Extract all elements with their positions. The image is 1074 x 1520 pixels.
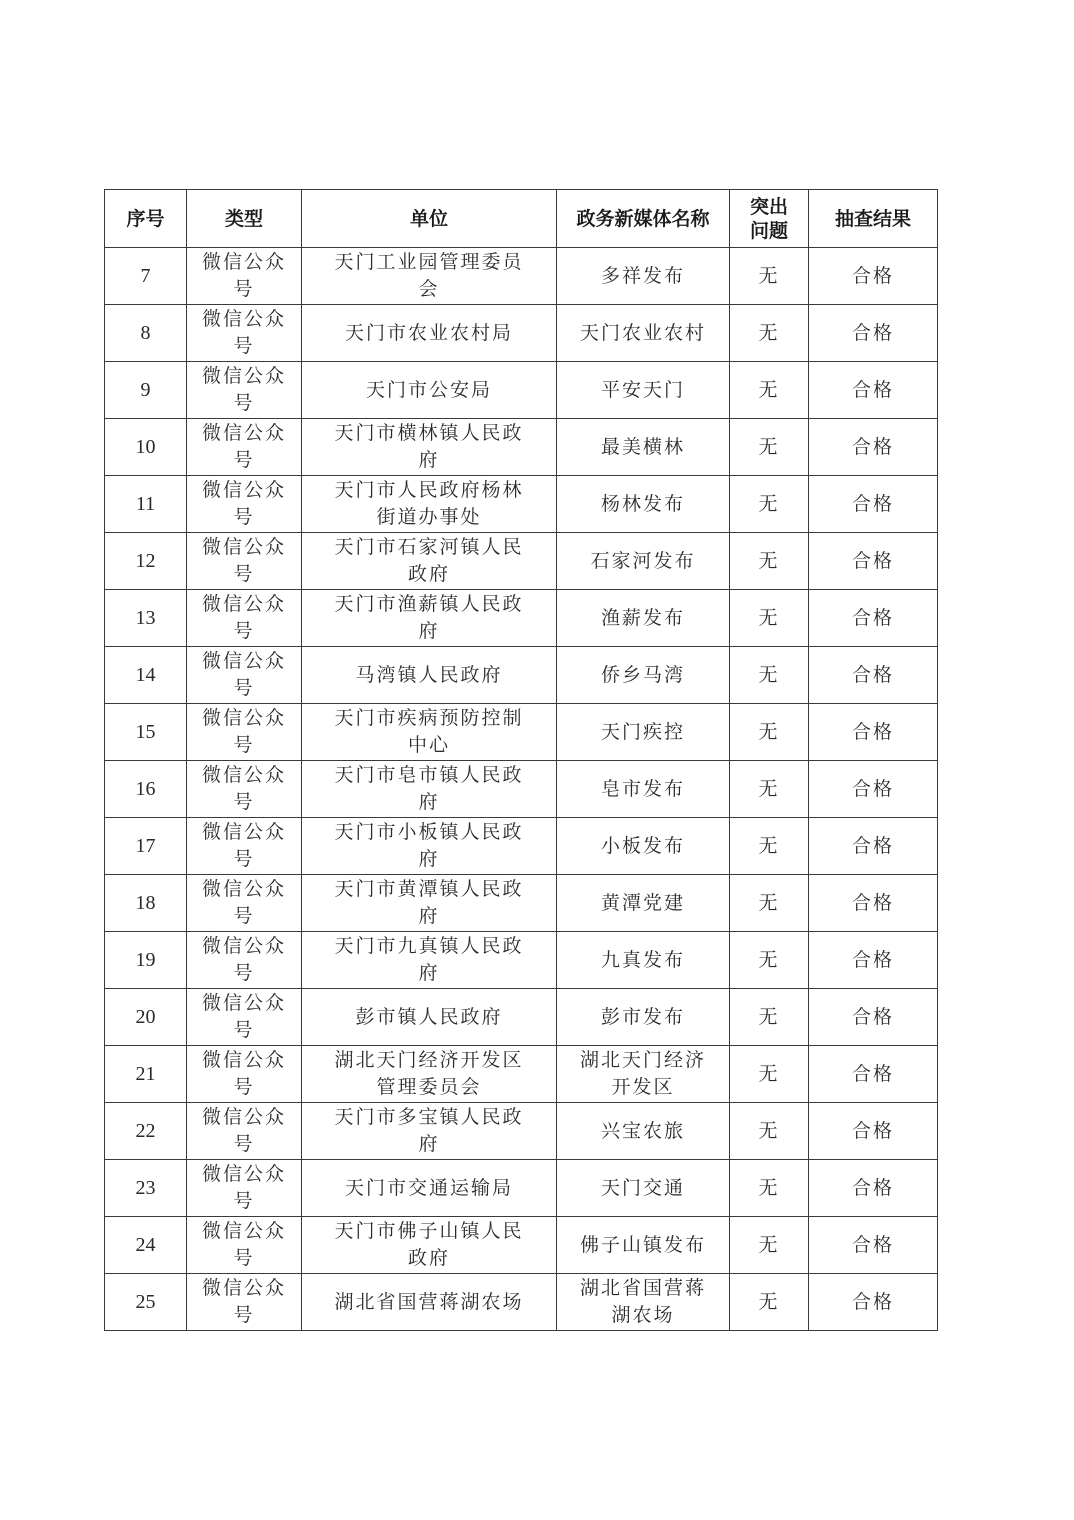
cell-issue: [730, 533, 809, 590]
cell-media-name-text: 最美横林: [600, 435, 685, 458]
cell-unit: [302, 647, 557, 704]
cell-type-text: 微信公众号: [201, 878, 286, 927]
cell-issue-text: 无: [758, 1290, 780, 1313]
cell-issue: [730, 362, 809, 419]
cell-unit: [302, 932, 557, 989]
cell-issue-text: 无: [758, 1233, 780, 1256]
cell-type-text: 微信公众号: [201, 707, 286, 756]
table-row: [105, 1217, 938, 1274]
cell-unit-text: 天门市佛子山镇人民政府: [334, 1220, 524, 1269]
cell-type: [187, 533, 302, 590]
cell-media-name-text: 渔薪发布: [600, 606, 685, 629]
cell-index: [105, 932, 187, 989]
cell-index-text: 9: [140, 378, 151, 401]
table-row: [105, 1103, 938, 1160]
table-row: [105, 305, 938, 362]
cell-media-name-text: 佛子山镇发布: [579, 1233, 706, 1256]
cell-type-text: 微信公众号: [201, 1277, 286, 1326]
cell-result-text: 合格: [851, 777, 894, 800]
cell-unit-text: 天门市交通运输局: [344, 1176, 513, 1199]
cell-unit: [302, 419, 557, 476]
cell-result: [809, 989, 938, 1046]
cell-result: [809, 1274, 938, 1331]
cell-media-name: [557, 305, 730, 362]
table-row: [105, 362, 938, 419]
cell-issue: [730, 1046, 809, 1103]
cell-issue-text: 无: [758, 1119, 780, 1142]
cell-type: [187, 761, 302, 818]
cell-result-text: 合格: [851, 1290, 894, 1313]
cell-type: [187, 419, 302, 476]
cell-result: [809, 1103, 938, 1160]
cell-index: [105, 419, 187, 476]
cell-type: [187, 1274, 302, 1331]
header-media-name: 政务新媒体名称: [557, 190, 730, 248]
cell-issue-text: 无: [758, 378, 780, 401]
cell-media-name-text: 皂市发布: [600, 777, 685, 800]
cell-result-text: 合格: [851, 720, 894, 743]
cell-unit-text: 天门市石家河镇人民政府: [334, 536, 524, 585]
cell-issue: [730, 1160, 809, 1217]
cell-type-text: 微信公众号: [201, 365, 286, 414]
cell-unit-text: 湖北天门经济开发区管理委员会: [334, 1049, 524, 1098]
cell-result-text: 合格: [851, 1062, 894, 1085]
cell-result: [809, 818, 938, 875]
cell-type-text: 微信公众号: [201, 536, 286, 585]
cell-result-text: 合格: [851, 549, 894, 572]
cell-type-text: 微信公众号: [201, 308, 286, 357]
cell-index: [105, 704, 187, 761]
cell-issue-text: 无: [758, 606, 780, 629]
cell-unit: [302, 1217, 557, 1274]
cell-index-text: 14: [135, 663, 156, 686]
cell-media-name-text: 平安天门: [600, 378, 685, 401]
cell-issue-text: 无: [758, 663, 780, 686]
cell-media-name: [557, 818, 730, 875]
cell-unit: [302, 533, 557, 590]
cell-media-name: [557, 476, 730, 533]
table-row: [105, 647, 938, 704]
cell-index: [105, 476, 187, 533]
cell-media-name: [557, 761, 730, 818]
cell-index-text: 13: [135, 606, 156, 629]
cell-issue: [730, 989, 809, 1046]
cell-unit: [302, 362, 557, 419]
cell-index-text: 8: [140, 321, 151, 344]
cell-unit-text: 天门市渔薪镇人民政府: [334, 593, 524, 642]
table-row: [105, 761, 938, 818]
cell-type-text: 微信公众号: [201, 1049, 286, 1098]
cell-issue: [730, 932, 809, 989]
cell-index: [105, 590, 187, 647]
cell-issue-text: 无: [758, 891, 780, 914]
cell-result: [809, 932, 938, 989]
table-row: [105, 1160, 938, 1217]
cell-index-text: 7: [140, 264, 151, 287]
cell-unit-text: 天门市多宝镇人民政府: [334, 1106, 524, 1155]
cell-unit-text: 湖北省国营蒋湖农场: [334, 1290, 524, 1313]
cell-type: [187, 932, 302, 989]
cell-issue: [730, 1274, 809, 1331]
cell-result: [809, 419, 938, 476]
cell-result: [809, 704, 938, 761]
cell-media-name-text: 石家河发布: [590, 549, 696, 572]
cell-unit-text: 天门市疾病预防控制中心: [334, 707, 524, 756]
cell-result-text: 合格: [851, 321, 894, 344]
cell-index-text: 11: [135, 492, 156, 515]
cell-media-name: [557, 875, 730, 932]
cell-index: [105, 362, 187, 419]
cell-result: [809, 362, 938, 419]
cell-result: [809, 761, 938, 818]
cell-issue-text: 无: [758, 1176, 780, 1199]
cell-result-text: 合格: [851, 435, 894, 458]
cell-index: [105, 989, 187, 1046]
cell-media-name-text: 杨林发布: [600, 492, 685, 515]
cell-unit: [302, 305, 557, 362]
cell-type-text: 微信公众号: [201, 1220, 286, 1269]
header-issue: [730, 190, 809, 248]
cell-result-text: 合格: [851, 378, 894, 401]
cell-media-name-text: 侨乡马湾: [600, 663, 685, 686]
cell-index-text: 17: [135, 834, 156, 857]
cell-issue: [730, 476, 809, 533]
table-row: [105, 533, 938, 590]
cell-index: [105, 248, 187, 305]
cell-type: [187, 1046, 302, 1103]
cell-type-text: 微信公众号: [201, 479, 286, 528]
cell-media-name-text: 黄潭党建: [600, 891, 685, 914]
cell-unit: [302, 1160, 557, 1217]
cell-issue-text: 无: [758, 264, 780, 287]
cell-type: [187, 1103, 302, 1160]
cell-media-name-text: 天门农业农村: [579, 321, 706, 344]
cell-index: [105, 761, 187, 818]
cell-result-text: 合格: [851, 663, 894, 686]
cell-index: [105, 818, 187, 875]
cell-unit: [302, 989, 557, 1046]
cell-issue-text: 无: [758, 834, 780, 857]
cell-unit: [302, 248, 557, 305]
cell-result: [809, 476, 938, 533]
table-row: [105, 932, 938, 989]
inspection-table: [104, 189, 938, 1331]
cell-media-name: [557, 590, 730, 647]
header-result: 抽查结果: [809, 190, 938, 248]
cell-issue: [730, 818, 809, 875]
cell-media-name-text: 湖北天门经济开发区: [579, 1049, 706, 1098]
cell-media-name-text: 兴宝农旅: [600, 1119, 685, 1142]
cell-issue: [730, 875, 809, 932]
cell-result: [809, 305, 938, 362]
cell-result: [809, 533, 938, 590]
cell-result-text: 合格: [851, 264, 894, 287]
header-unit: 单位: [302, 190, 557, 248]
table-row: [105, 590, 938, 647]
table-row: [105, 419, 938, 476]
cell-unit: [302, 704, 557, 761]
cell-unit: [302, 1103, 557, 1160]
table-row: [105, 704, 938, 761]
header-type: 类型: [187, 190, 302, 248]
cell-type: [187, 248, 302, 305]
cell-index: [105, 1046, 187, 1103]
cell-issue: [730, 590, 809, 647]
cell-issue-text: 无: [758, 720, 780, 743]
cell-issue-text: 无: [758, 948, 780, 971]
header-issue-label: 突出问题: [749, 195, 788, 242]
cell-issue: [730, 761, 809, 818]
cell-unit-text: 天门市皂市镇人民政府: [334, 764, 524, 813]
cell-issue-text: 无: [758, 492, 780, 515]
cell-unit-text: 天门市农业农村局: [344, 321, 513, 344]
cell-type: [187, 1217, 302, 1274]
cell-media-name: [557, 248, 730, 305]
table-row: [105, 1046, 938, 1103]
cell-index-text: 19: [135, 948, 156, 971]
cell-type-text: 微信公众号: [201, 1163, 286, 1212]
cell-unit-text: 天门市公安局: [365, 378, 492, 401]
cell-result: [809, 590, 938, 647]
cell-type-text: 微信公众号: [201, 935, 286, 984]
cell-result-text: 合格: [851, 1233, 894, 1256]
cell-unit-text: 天门工业园管理委员会: [334, 251, 524, 300]
cell-unit-text: 天门市人民政府杨林街道办事处: [334, 479, 524, 528]
cell-index-text: 16: [135, 777, 156, 800]
cell-unit: [302, 818, 557, 875]
cell-issue: [730, 1103, 809, 1160]
cell-result-text: 合格: [851, 834, 894, 857]
cell-index-text: 15: [135, 720, 156, 743]
cell-issue: [730, 647, 809, 704]
cell-index: [105, 305, 187, 362]
cell-unit-text: 天门市横林镇人民政府: [334, 422, 524, 471]
cell-result-text: 合格: [851, 492, 894, 515]
cell-issue: [730, 248, 809, 305]
cell-media-name: [557, 989, 730, 1046]
cell-unit-text: 天门市小板镇人民政府: [334, 821, 524, 870]
cell-index-text: 24: [135, 1233, 156, 1256]
cell-type-text: 微信公众号: [201, 1106, 286, 1155]
cell-media-name: [557, 647, 730, 704]
cell-index-text: 25: [135, 1290, 156, 1313]
cell-issue-text: 无: [758, 549, 780, 572]
cell-issue: [730, 305, 809, 362]
cell-index-text: 21: [135, 1062, 156, 1085]
cell-unit-text: 天门市黄潭镇人民政府: [334, 878, 524, 927]
cell-result-text: 合格: [851, 948, 894, 971]
cell-unit: [302, 1274, 557, 1331]
cell-media-name-text: 九真发布: [600, 948, 685, 971]
cell-index-text: 10: [135, 435, 156, 458]
cell-type: [187, 1160, 302, 1217]
cell-media-name: [557, 1217, 730, 1274]
cell-unit: [302, 476, 557, 533]
cell-issue-text: 无: [758, 1005, 780, 1028]
cell-index-text: 20: [135, 1005, 156, 1028]
cell-type: [187, 362, 302, 419]
cell-unit: [302, 761, 557, 818]
table-header-row: [105, 190, 938, 248]
cell-type-text: 微信公众号: [201, 992, 286, 1041]
cell-media-name: [557, 362, 730, 419]
cell-unit-text: 彭市镇人民政府: [355, 1005, 503, 1028]
header-index: 序号: [105, 190, 187, 248]
cell-type-text: 微信公众号: [201, 251, 286, 300]
table-row: [105, 989, 938, 1046]
cell-index: [105, 1217, 187, 1274]
cell-result: [809, 647, 938, 704]
cell-issue-text: 无: [758, 777, 780, 800]
cell-media-name-text: 小板发布: [600, 834, 685, 857]
cell-index: [105, 647, 187, 704]
cell-media-name: [557, 1103, 730, 1160]
cell-media-name-text: 多祥发布: [600, 264, 685, 287]
cell-result-text: 合格: [851, 1005, 894, 1028]
cell-type: [187, 989, 302, 1046]
cell-type-text: 微信公众号: [201, 821, 286, 870]
cell-media-name: [557, 704, 730, 761]
table-row: [105, 818, 938, 875]
cell-result: [809, 248, 938, 305]
cell-type: [187, 704, 302, 761]
table-body: [105, 248, 938, 1331]
cell-issue: [730, 1217, 809, 1274]
cell-unit: [302, 590, 557, 647]
cell-type: [187, 818, 302, 875]
cell-media-name-text: 湖北省国营蒋湖农场: [579, 1277, 706, 1326]
cell-media-name: [557, 1046, 730, 1103]
cell-index-text: 23: [135, 1176, 156, 1199]
cell-unit: [302, 875, 557, 932]
cell-type-text: 微信公众号: [201, 593, 286, 642]
cell-result: [809, 1046, 938, 1103]
cell-unit-text: 马湾镇人民政府: [355, 663, 503, 686]
cell-index-text: 18: [135, 891, 156, 914]
cell-media-name-text: 天门交通: [600, 1176, 685, 1199]
cell-type-text: 微信公众号: [201, 422, 286, 471]
cell-type: [187, 875, 302, 932]
cell-result: [809, 875, 938, 932]
cell-type: [187, 647, 302, 704]
cell-result-text: 合格: [851, 1119, 894, 1142]
cell-type: [187, 476, 302, 533]
cell-result: [809, 1160, 938, 1217]
cell-media-name: [557, 1160, 730, 1217]
cell-result-text: 合格: [851, 1176, 894, 1199]
cell-issue-text: 无: [758, 435, 780, 458]
cell-type-text: 微信公众号: [201, 764, 286, 813]
table-row: [105, 875, 938, 932]
cell-issue: [730, 704, 809, 761]
cell-media-name-text: 天门疾控: [600, 720, 685, 743]
cell-index: [105, 1274, 187, 1331]
cell-media-name: [557, 533, 730, 590]
cell-issue-text: 无: [758, 1062, 780, 1085]
table-row: [105, 1274, 938, 1331]
cell-media-name: [557, 419, 730, 476]
cell-media-name: [557, 932, 730, 989]
cell-unit-text: 天门市九真镇人民政府: [334, 935, 524, 984]
table-row: [105, 476, 938, 533]
cell-unit: [302, 1046, 557, 1103]
cell-media-name: [557, 1274, 730, 1331]
cell-index: [105, 533, 187, 590]
cell-issue-text: 无: [758, 321, 780, 344]
cell-type-text: 微信公众号: [201, 650, 286, 699]
cell-index-text: 12: [135, 549, 156, 572]
cell-index-text: 22: [135, 1119, 156, 1142]
cell-type: [187, 305, 302, 362]
cell-result: [809, 1217, 938, 1274]
cell-index: [105, 1160, 187, 1217]
cell-index: [105, 1103, 187, 1160]
cell-issue: [730, 419, 809, 476]
cell-media-name-text: 彭市发布: [600, 1005, 685, 1028]
cell-type: [187, 590, 302, 647]
table-row: [105, 248, 938, 305]
cell-result-text: 合格: [851, 606, 894, 629]
cell-index: [105, 875, 187, 932]
cell-result-text: 合格: [851, 891, 894, 914]
